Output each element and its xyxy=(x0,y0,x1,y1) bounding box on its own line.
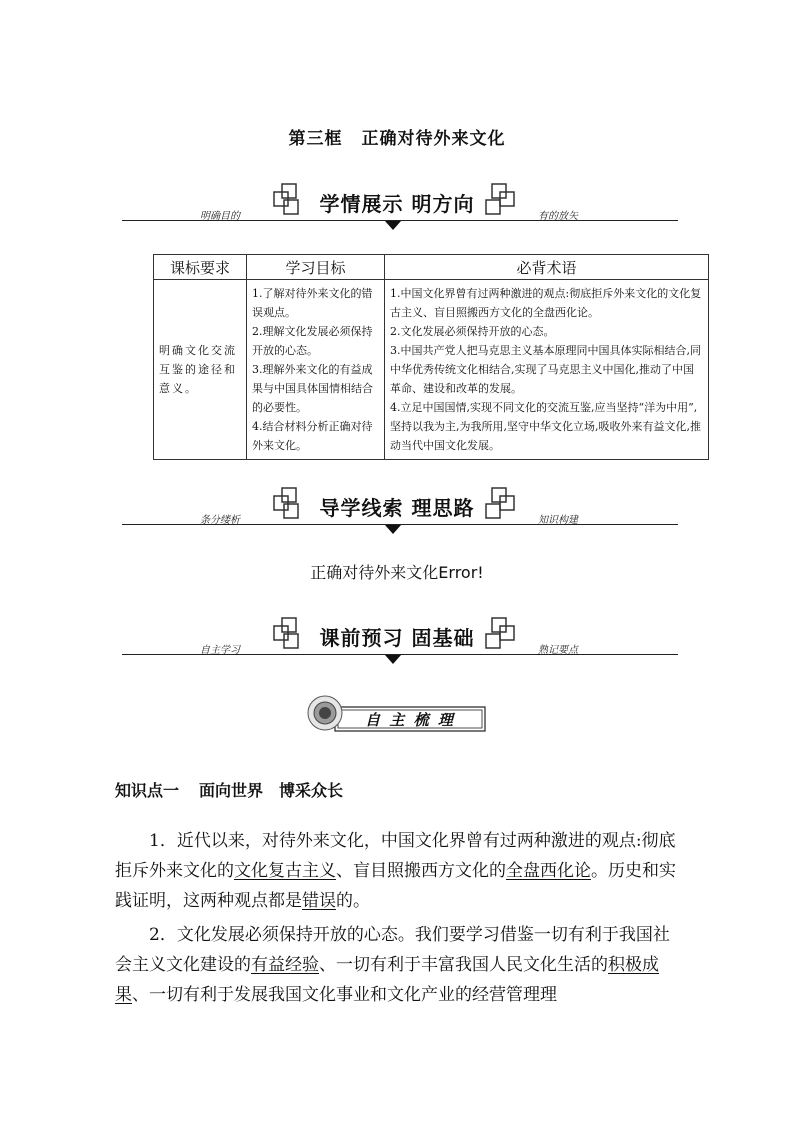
term-item: 3.中国共产党人把马克思主义基本原理同中国具体实际相结合,同中华优秀传统文化相结合,实现了马克思主义中国化,推动了中国革命、建设和改革的发展。 xyxy=(390,344,701,395)
header-terms: 必背术语 xyxy=(385,255,709,280)
terms-cell xyxy=(385,280,709,460)
banner-heading: 课前预习 固基础 xyxy=(319,626,475,650)
header-standard: 课标要求 xyxy=(154,255,247,280)
banner-right-note: 有的放矢 xyxy=(538,211,578,222)
banner-study-situation xyxy=(0,180,794,240)
banner-right-note: 熟记要点 xyxy=(538,645,578,656)
guide-text: 正确对待外来文化Error! xyxy=(310,563,484,582)
standard-cell: 明确文化交流互鉴的途径和意义。 xyxy=(154,280,247,460)
squares-deco-icon xyxy=(482,486,518,522)
goal-item: 3.理解外来文化的有益成果与中国具体国情相结合的必要性。 xyxy=(252,363,373,414)
requirements-table xyxy=(153,254,709,460)
goal-item: 1.了解对待外来文化的错误观点。 xyxy=(252,287,373,319)
term-item: 4.立足中国国情,实现不同文化的交流互鉴,应当坚持“洋为中用”,坚持以我为主,为我所用,坚守中华文化立场,吸收外来有益文化,推动当代中国文化发展。 xyxy=(390,401,701,452)
answer-underline: 有益经验 xyxy=(251,955,319,975)
section-tag-label: 自 主 梳 理 xyxy=(365,711,455,729)
table-header-row xyxy=(154,255,709,280)
banner-guide-clues xyxy=(0,484,794,544)
paragraph-1 xyxy=(115,826,681,916)
title-part2: 正确对待外来文化 xyxy=(361,129,506,149)
goals-cell xyxy=(247,280,385,460)
goal-item: 2.理解文化发展必须保持开放的心态。 xyxy=(252,325,373,357)
answer-underline: 文化复古主义 xyxy=(234,861,336,881)
p2-text: 2．文化发展必须保持开放的心态。我们要学习借鉴一切有利于我国社会主义文化建设的 xyxy=(115,925,670,975)
table-row xyxy=(154,280,709,460)
p2-text: 、一切有利于发展我国文化事业和文化产业的经营管理理 xyxy=(132,985,557,1005)
p1-text: 1．近代以来，对待外来文化，中国文化界曾有过两种激进的观点:彻底拒斥外来文化的 xyxy=(115,831,676,881)
squares-deco-icon xyxy=(482,616,518,652)
term-item: 2.文化发展必须保持开放的心态。 xyxy=(390,325,555,338)
term-item: 1.中国文化界曾有过两种激进的观点:彻底拒斥外来文化的文化复古主义、盲目照搬西方文化的全盘西化论。 xyxy=(390,287,702,319)
answer-underline: 全盘西化论 xyxy=(506,861,591,881)
paragraph-2 xyxy=(115,920,681,1010)
banner-heading: 导学线索 理思路 xyxy=(319,496,475,520)
p1-text: 的。 xyxy=(336,891,370,911)
goal-item: 4.结合材料分析正确对待外来文化。 xyxy=(252,420,373,452)
title-part1: 第三框 xyxy=(288,129,343,149)
banner-arrow-icon xyxy=(385,655,401,664)
knowledge-point-label: 知识点一 xyxy=(115,781,180,800)
knowledge-point-title: 面向世界 博采众长 xyxy=(199,781,344,800)
header-goals: 学习目标 xyxy=(247,255,385,280)
p2-text: 、一切有利于丰富我国人民文化生活的 xyxy=(319,955,608,975)
p1-text: 。历史和实践证明，这两种观点都是 xyxy=(115,861,676,911)
answer-underline: 积极成果 xyxy=(115,955,659,1005)
banner-heading: 学情展示 明方向 xyxy=(319,192,475,216)
section-tag xyxy=(305,693,487,737)
p1-text: 、盲目照搬西方文化的 xyxy=(336,861,506,881)
banner-left-note: 条分缕析 xyxy=(200,515,240,526)
banner-preview xyxy=(0,614,794,674)
page-title xyxy=(0,124,794,149)
banner-left-note: 明确目的 xyxy=(200,211,240,222)
banner-arrow-icon xyxy=(385,525,401,534)
knowledge-point-heading xyxy=(115,778,363,801)
banner-left-note: 自主学习 xyxy=(200,645,240,656)
banner-arrow-icon xyxy=(385,221,401,230)
banner-right-note: 知识构建 xyxy=(538,515,578,526)
answer-underline: 错误 xyxy=(302,891,336,911)
squares-deco-icon xyxy=(482,182,518,218)
